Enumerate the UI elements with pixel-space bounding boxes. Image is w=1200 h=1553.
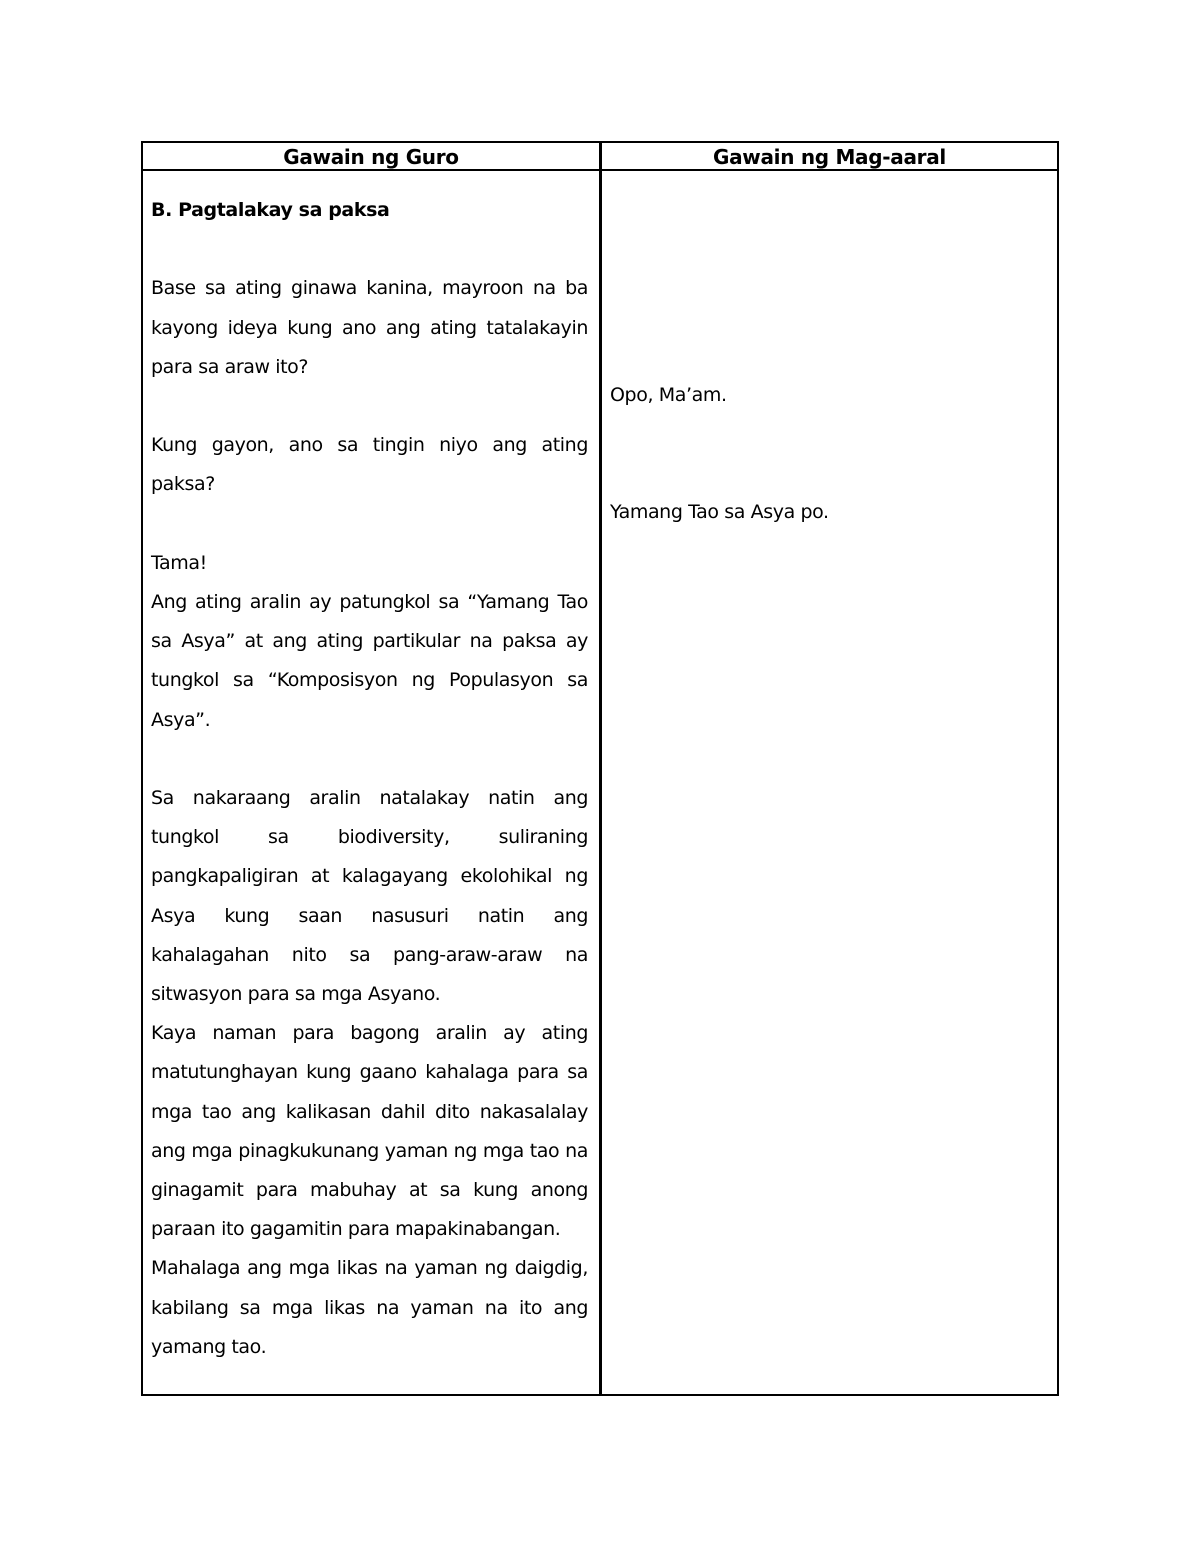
section-heading: B. Pagtalakay sa paksa xyxy=(151,199,390,221)
header-teacher-activity: Gawain ng Guro xyxy=(283,145,459,169)
teacher-paragraph-2: Kung gayon, ano sa tingin niyo ang ating paksa? xyxy=(151,434,588,496)
teacher-activity-cell xyxy=(151,191,588,1367)
teacher-paragraph-1: Base sa ating ginawa kanina, mayroon na ba kayong ideya kung ano ang ating tatalakayin para sa araw ito? xyxy=(151,277,588,378)
teacher-paragraph-5: Sa nakaraang aralin natalakay natin ang tungkol sa biodiversity, suliraning pangkapaligiran at kalagayang ekolohikal ng Asya kung saan nasusuri natin ang kahalagahan nito sa pang-araw-araw na sitwasyon para sa mga Asyano. xyxy=(151,786,588,1005)
teacher-paragraph-6: Kaya naman para bagong aralin ay ating matutunghayan kung gaano kahalaga para sa mga tao ang kalikasan dahil dito nakasalalay ang mga pinagkukunang yaman ng mga tao na ginagamit para mabuhay at sa kung anong paraan ito gagamitin para mapakinabangan. xyxy=(151,1022,588,1241)
student-response-2: Yamang Tao sa Asya po. xyxy=(610,501,829,523)
teacher-paragraph-3: Tama! xyxy=(151,551,207,574)
column-divider xyxy=(599,143,602,1394)
lesson-table xyxy=(141,141,1059,1396)
header-student-activity: Gawain ng Mag-aaral xyxy=(713,145,946,169)
student-response-1: Opo, Ma’am. xyxy=(610,384,727,406)
teacher-paragraph-4: Ang ating aralin ay patungkol sa “Yamang Tao sa Asya” at ang ating partikular na paksa ay tungkol sa “Komposisyon ng Populasyon sa Asya”. xyxy=(151,590,588,731)
teacher-paragraph-7: Mahalaga ang mga likas na yaman ng daigdig, kabilang sa mga likas na yaman na ito ang yamang tao. xyxy=(151,1257,588,1358)
